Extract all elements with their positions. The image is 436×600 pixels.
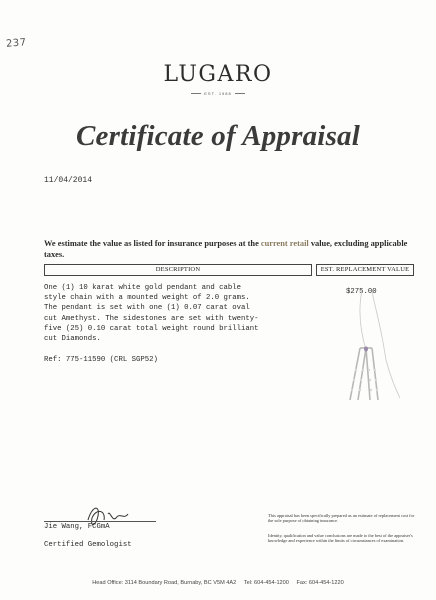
signature-line <box>44 521 156 522</box>
disclaimer-purpose: This appraisal has been specifically prepared as an estimate of replacement cost for the sole purpose of obtaining insurance. <box>268 513 415 524</box>
value-header: EST. REPLACEMENT VALUE <box>316 264 414 276</box>
replacement-value: $275.00 <box>346 288 377 296</box>
appraisal-date: 11/04/2014 <box>44 176 93 185</box>
estimate-text-1: We estimate the value as listed for insurance purposes at the <box>44 239 261 248</box>
footer-fax: Fax: 604-454-1220 <box>296 580 344 586</box>
disclaimer-limits: Identity, qualification and value conclusions are made to the best of the appraiser's knowledge and experience within the limits of circumstances of examination. <box>268 533 413 544</box>
pendant-photo <box>320 290 410 400</box>
item-reference: Ref: 775-11590 (CRL SGP52) <box>44 356 158 364</box>
estimate-text-2: value, excluding applicable taxes. <box>44 239 408 259</box>
signer-title: Certified Gemologist <box>44 541 132 549</box>
established-text: EST. 1988 <box>204 91 232 96</box>
company-logo: LUGARO <box>163 62 273 87</box>
signer-name: Jie Wang, FCGmA <box>44 523 110 531</box>
handwritten-number: 237 <box>5 37 27 50</box>
document-title: Certificate of Appraisal <box>75 120 361 152</box>
footer-tel: Tel: 604-454-1200 <box>243 580 289 586</box>
footer-contact <box>0 580 436 586</box>
item-description: One (1) 10 karat white gold pendant and cable style chain with a mounted weight of 2.0 grams. The pendant is set with one (1) 0.07 carat oval cut Amethyst. The sidestones are set with twenty- five (25) 0.10 carat total weight round brilliant cut Diamonds. <box>44 284 259 344</box>
estimate-accent: current retail <box>260 239 309 248</box>
footer-address: Head Office: 3114 Boundary Road, Burnaby, BC V5M 4A2 <box>92 580 237 586</box>
established-line <box>0 91 436 96</box>
divider <box>235 93 245 94</box>
divider <box>191 93 201 94</box>
description-header: DESCRIPTION <box>44 264 312 276</box>
estimate-statement <box>44 238 414 260</box>
